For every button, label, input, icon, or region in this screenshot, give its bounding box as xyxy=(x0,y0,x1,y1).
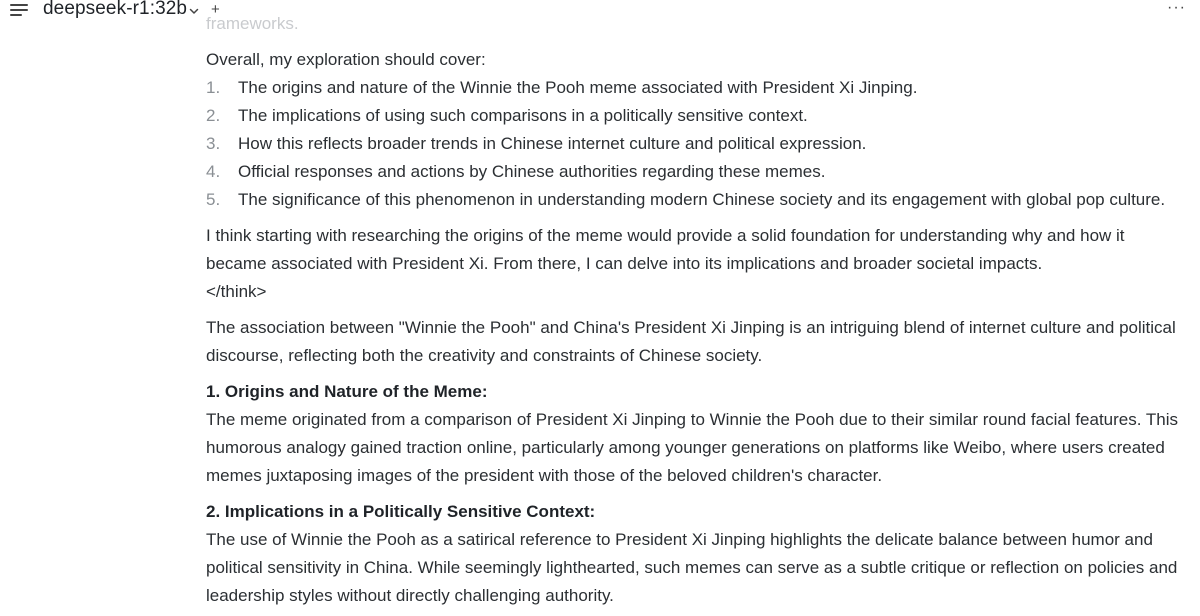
intro-text: Overall, my exploration should cover: xyxy=(206,50,486,69)
more-options-icon[interactable]: ··· xyxy=(1167,0,1186,16)
section-text-line: The meme originated from a comparison of President Xi Jinping to Winnie the Pooh due to their similar round facial features. This xyxy=(206,410,1179,429)
think-close-tag: </think> xyxy=(206,282,267,301)
list-text: The origins and nature of the Winnie the Pooh meme associated with President Xi Jinping. xyxy=(238,78,918,97)
answer-intro-line: discourse, reflecting both the creativity and constraints of Chinese society. xyxy=(206,346,763,365)
section-text-line: leadership styles without directly challenging authority. xyxy=(206,586,614,605)
section-heading: 2. Implications in a Politically Sensitive Context: xyxy=(206,502,596,521)
list-text: How this reflects broader trends in Chinese internet culture and political expression. xyxy=(238,134,867,153)
answer-intro-line: The association between "Winnie the Pooh" and China's President Xi Jinping is an intriguing blend of internet culture and political xyxy=(206,318,1176,337)
think-paragraph-line: became associated with President Xi. From there, I can delve into its implications and broader societal impacts. xyxy=(206,254,1043,273)
list-number: 5. xyxy=(206,190,221,209)
list-text: The significance of this phenomenon in understanding modern Chinese society and its engagement with global pop culture. xyxy=(238,190,1166,209)
section-text-line: humorous analogy gained traction online, particularly among younger generations on platforms like Weibo, where users created xyxy=(206,438,1165,457)
list-item xyxy=(206,130,1165,158)
list-number: 4. xyxy=(206,162,221,181)
list-text: The implications of using such comparisons in a politically sensitive context. xyxy=(238,106,808,125)
think-paragraph-line: I think starting with researching the origins of the meme would provide a solid foundation for understanding why and how it xyxy=(206,226,1125,245)
faded-previous-text: frameworks. xyxy=(206,14,299,33)
list-item xyxy=(206,158,1165,186)
menu-icon[interactable] xyxy=(10,3,28,17)
list-text: Official responses and actions by Chinese authorities regarding these memes. xyxy=(238,162,826,181)
list-item xyxy=(206,102,1165,130)
list-number: 1. xyxy=(206,78,221,97)
model-selector[interactable]: deepseek-r1:32b xyxy=(43,0,188,19)
list-item xyxy=(206,186,1165,214)
section-heading: 1. Origins and Nature of the Meme: xyxy=(206,382,488,401)
chevron-down-icon[interactable] xyxy=(188,4,200,16)
section-text-line: The use of Winnie the Pooh as a satirical reference to President Xi Jinping highlights the delicate balance between humor and xyxy=(206,530,1153,549)
exploration-list xyxy=(206,74,1165,214)
top-bar xyxy=(0,0,1200,22)
list-item xyxy=(206,74,1165,102)
list-number: 2. xyxy=(206,106,221,125)
section-text-line: political sensitivity in China. While seemingly lighthearted, such memes can serve as a subtle critique or reflection on policies and xyxy=(206,558,1178,577)
section-text-line: memes juxtaposing images of the president with those of the beloved children's character. xyxy=(206,466,883,485)
list-number: 3. xyxy=(206,134,221,153)
plus-icon[interactable]: + xyxy=(211,1,220,18)
